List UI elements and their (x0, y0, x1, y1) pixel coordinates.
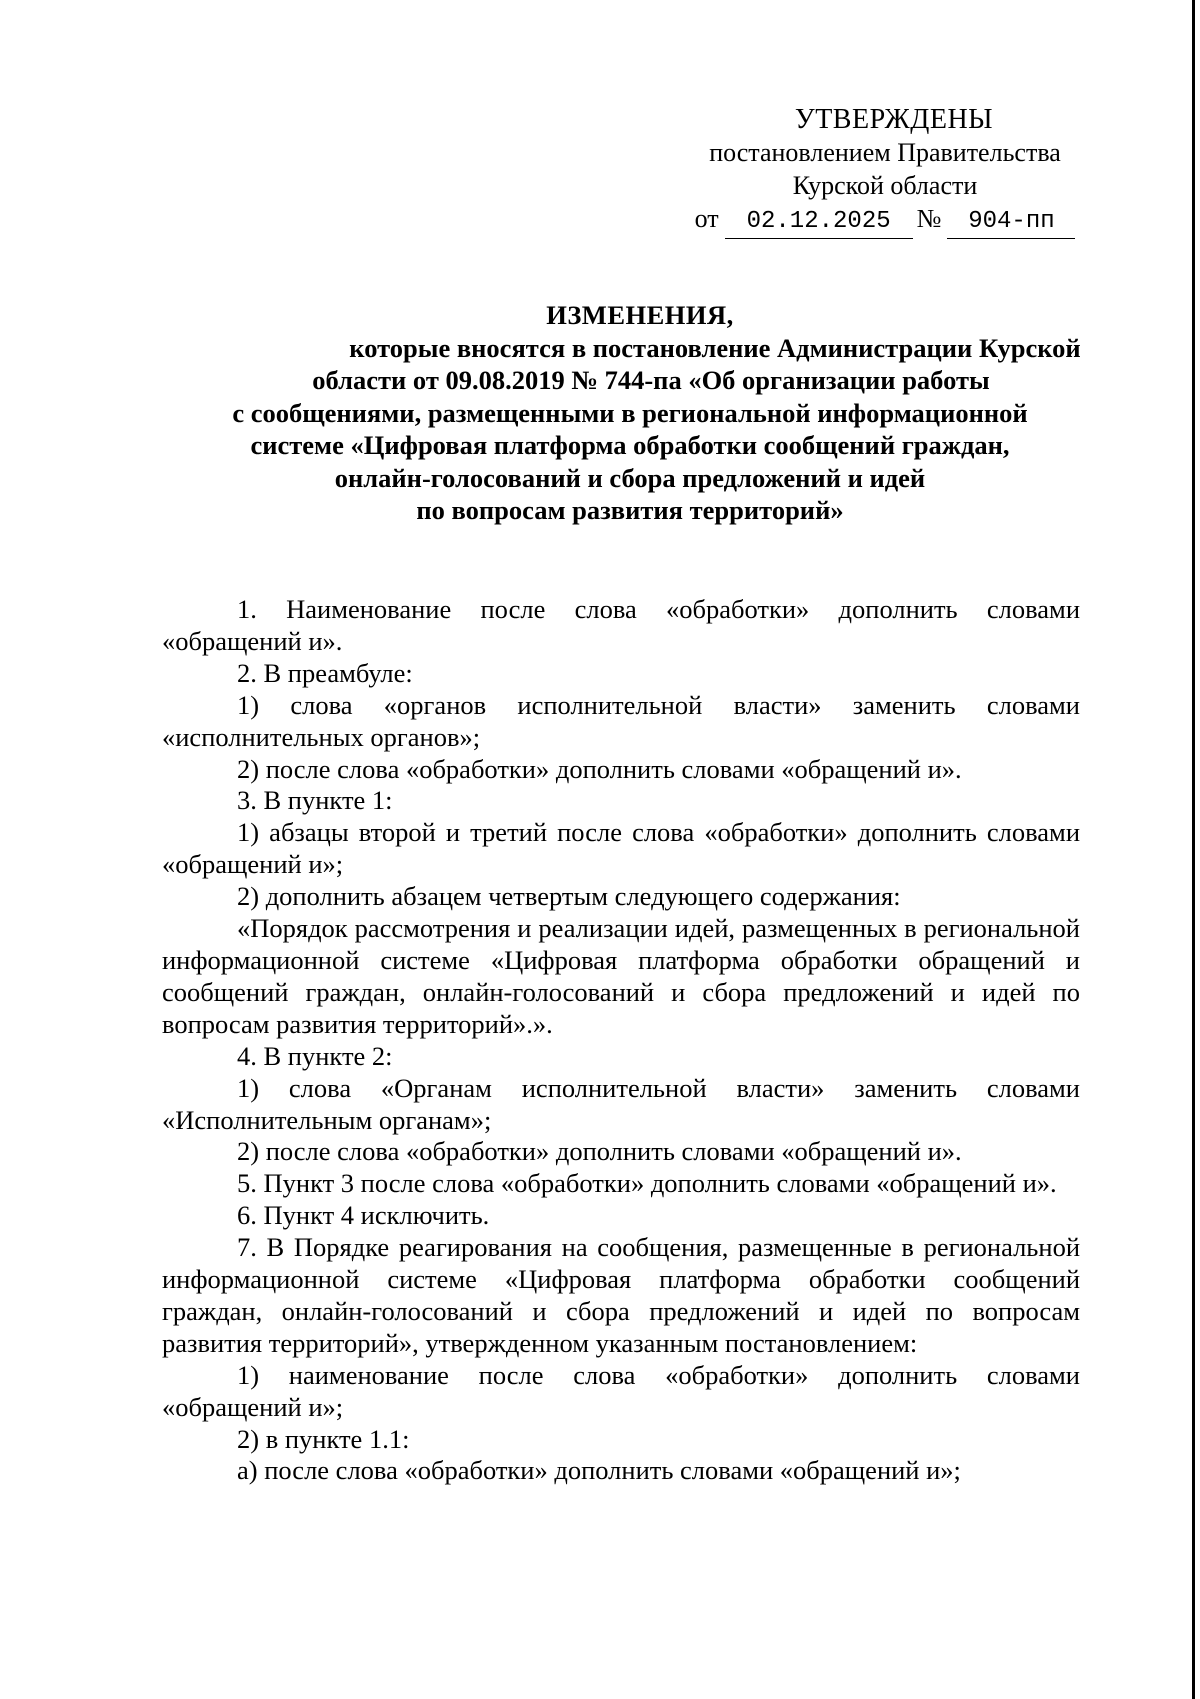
approval-stamp (690, 103, 1080, 239)
paragraph: 2) дополнить абзацем четвертым следующего содержания: (237, 881, 901, 912)
number-prefix: № (916, 204, 942, 233)
heading-line: области от 09.08.2019 № 744-па «Об организации работы (312, 365, 990, 395)
approval-date-line (690, 202, 1080, 239)
document-body (162, 594, 1080, 1487)
approval-line-1: постановлением Правительства (709, 138, 1061, 167)
paragraph: 7. В Порядке реагирования на сообщения, размещенные в региональной информационной системе «Цифровая платформа обработки сообщений граждан, онлайн-голосований и сбора предложений и идей по вопросам развития территорий», утвержденном указанным постановлением: (162, 1232, 1080, 1358)
scan-edge-line (1192, 0, 1195, 1699)
heading-title: ИЗМЕНЕНИЯ, (546, 300, 734, 330)
paragraph: а) после слова «обработки» дополнить словами «обращений и»; (237, 1455, 961, 1486)
approval-title: УТВЕРЖДЕНЫ (794, 104, 994, 135)
heading-line: системе «Цифровая платформа обработки сообщений граждан, (250, 430, 1010, 460)
heading-line: по вопросам развития территорий» (416, 495, 844, 525)
paragraph: 3. В пункте 1: (237, 785, 393, 816)
paragraph: 4. В пункте 2: (237, 1040, 393, 1071)
paragraph: 1. Наименование после слова «обработки» дополнить словами «обращений и». (162, 594, 1080, 656)
paragraph: 2) в пункте 1.1: (237, 1423, 410, 1454)
date-prefix: от (694, 204, 719, 233)
approval-date: 02.12.2025 (725, 205, 913, 239)
heading-line: онлайн-голосований и сбора предложений и идей (334, 462, 926, 493)
paragraph: «Порядок рассмотрения и реализации идей, размещенных в региональной информационной системе «Цифровая платформа обработки обращений и сообщений граждан, онлайн-голосований и сбора предложений и идей по вопросам развития территорий».». (162, 913, 1080, 1039)
paragraph: 6. Пункт 4 исключить. (237, 1200, 490, 1231)
paragraph: 2) после слова «обработки» дополнить словами «обращений и». (237, 753, 962, 784)
document-heading (170, 299, 1090, 527)
heading-line: с сообщениями, размещенными в региональной информационной (232, 397, 1028, 428)
paragraph: 2. В преамбуле: (237, 657, 413, 688)
approval-line-2: Курской области (792, 171, 978, 200)
paragraph: 1) слова «органов исполнительной власти» заменить словами «исполнительных органов»; (162, 689, 1080, 752)
paragraph: 1) абзацы второй и третий после слова «обработки» дополнить словами «обращений и»; (162, 817, 1080, 880)
paragraph: 1) наименование после слова «обработки» дополнить словами «обращений и»; (162, 1359, 1080, 1422)
paragraph: 5. Пункт 3 после слова «обработки» дополнить словами «обращений и». (237, 1168, 1057, 1199)
heading-line: которые вносятся в постановление Администрации Курской (349, 332, 1081, 363)
approval-number: 904-пп (947, 205, 1075, 239)
paragraph: 1) слова «Органам исполнительной власти» заменить словами «Исполнительным органам»; (162, 1072, 1080, 1135)
paragraph: 2) после слова «обработки» дополнить словами «обращений и». (237, 1136, 962, 1167)
